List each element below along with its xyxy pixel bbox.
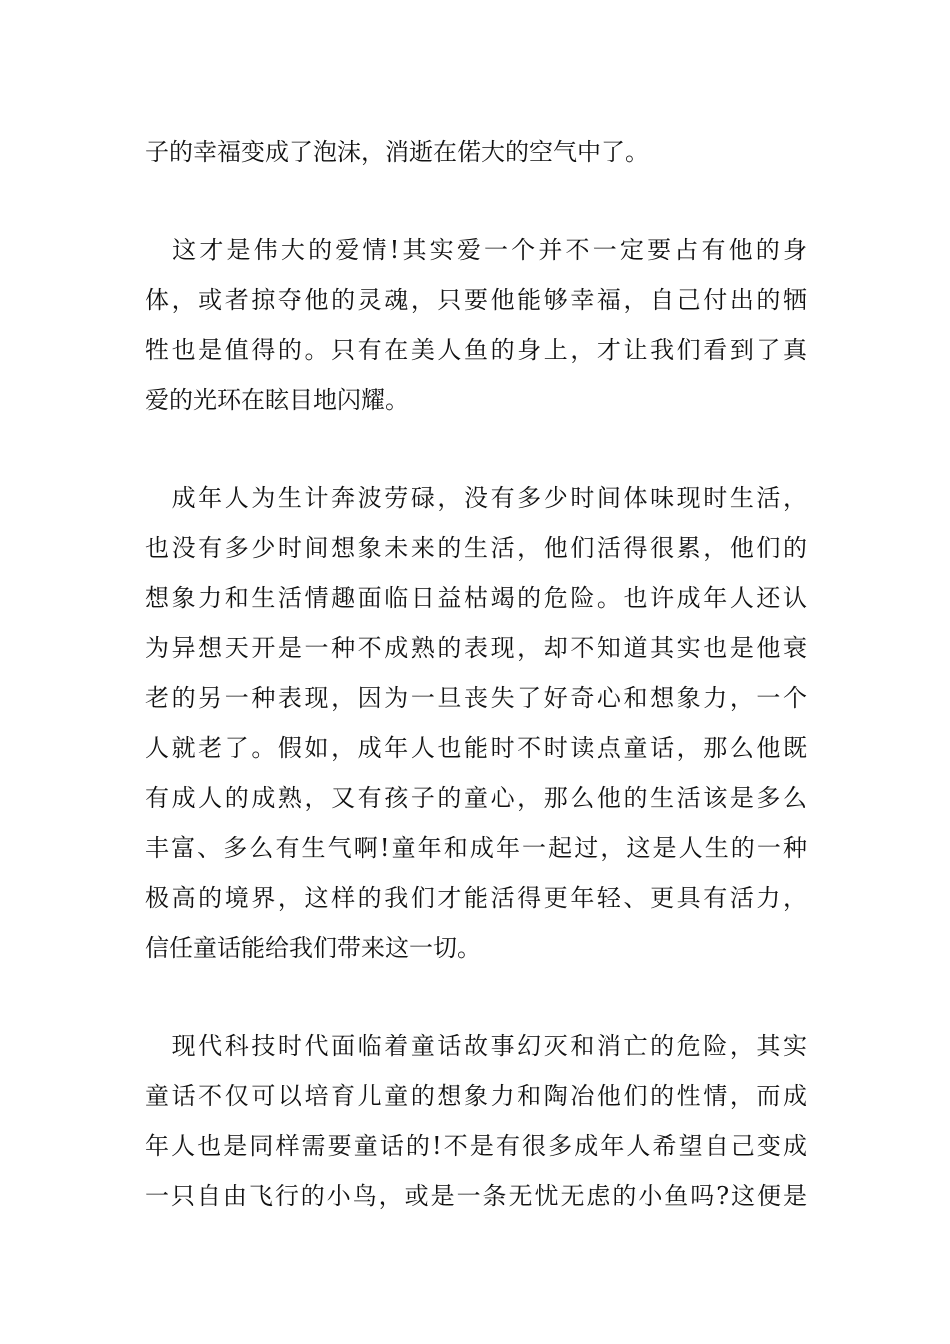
text-line: 想象力和生活情趣面临日益枯竭的危险。也许成年人还认 (145, 584, 807, 612)
text-line: 童话不仅可以培育儿童的想象力和陶冶他们的性情，而成 (145, 1082, 807, 1110)
text-line: 老的另一种表现，因为一旦丧失了好奇心和想象力，一个 (145, 684, 807, 712)
text-line: 爱的光环在眩目地闪耀。 (145, 386, 409, 414)
text-line: 现代科技时代面临着童话故事幻灭和消亡的危险，其实 (145, 1032, 807, 1060)
text-line: 子的幸福变成了泡沫，消逝在偌大的空气中了。 (145, 138, 649, 166)
text-line: 信任童话能给我们带来这一切。 (145, 934, 481, 962)
text-line: 也没有多少时间想象未来的生活，他们活得很累，他们的 (145, 534, 807, 562)
text-line: 丰富、多么有生气啊!童年和成年一起过，这是人生的一种 (145, 834, 807, 862)
text-line: 年人也是同样需要童话的!不是有很多成年人希望自己变成 (145, 1132, 807, 1160)
text-line: 极高的境界，这样的我们才能活得更年轻、更具有活力， (145, 884, 807, 912)
text-line: 成年人为生计奔波劳碌，没有多少时间体味现时生活， (145, 484, 807, 512)
text-line: 为异想天开是一种不成熟的表现，却不知道其实也是他衰 (145, 634, 807, 662)
text-line: 体，或者掠夺他的灵魂，只要他能够幸福，自己付出的牺 (145, 286, 807, 314)
text-line: 一只自由飞行的小鸟，或是一条无忧无虑的小鱼吗?这便是 (145, 1182, 807, 1210)
text-line: 有成人的成熟，又有孩子的童心，那么他的生活该是多么 (145, 784, 807, 812)
text-line: 人就老了。假如，成年人也能时不时读点童话，那么他既 (145, 734, 807, 762)
text-line: 这才是伟大的爱情!其实爱一个并不一定要占有他的身 (145, 236, 807, 264)
text-line: 牲也是值得的。只有在美人鱼的身上，才让我们看到了真 (145, 336, 807, 364)
